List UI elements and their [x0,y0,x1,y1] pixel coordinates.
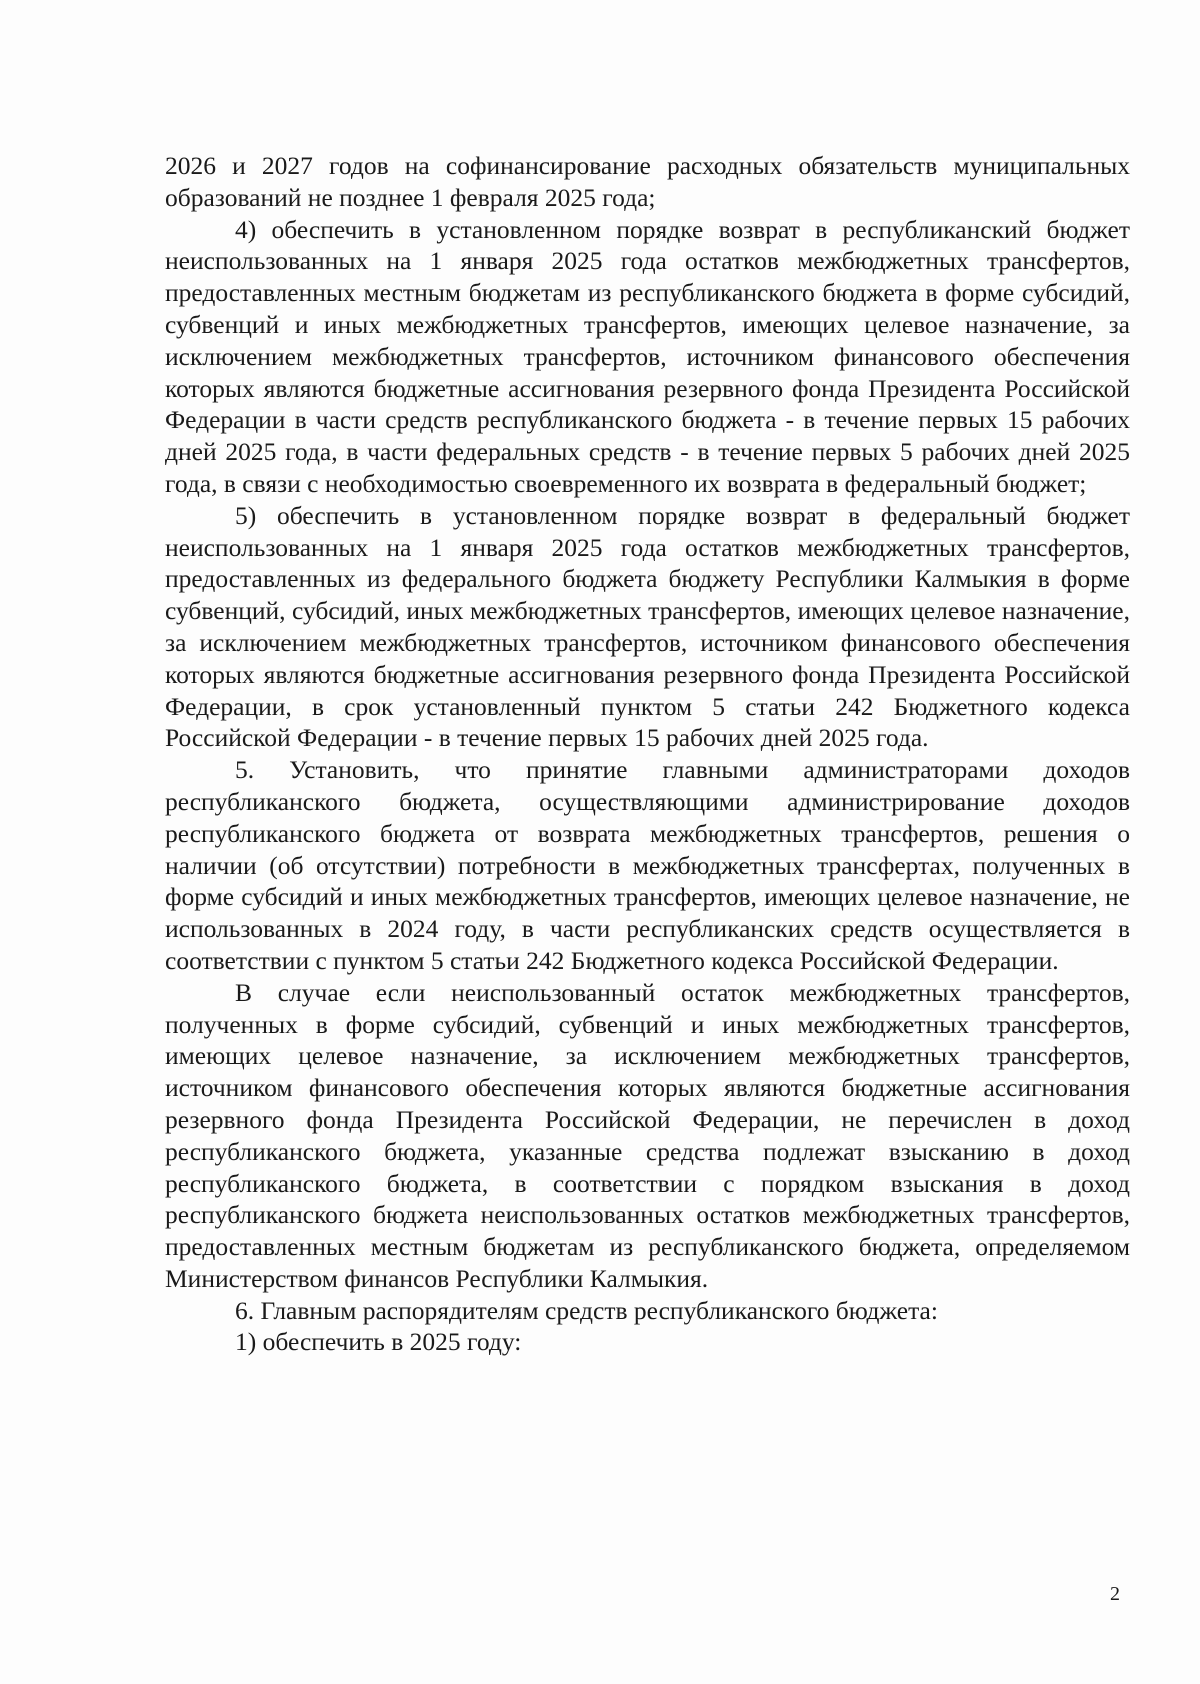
paragraph-item-1: 1) обеспечить в 2025 году: [235,1327,522,1357]
paragraph-item-4: 4) обеспечить в установленном порядке возврат в республиканский бюджет неиспользованных на 1 января 2025 года остатков межбюджетных трансфертов, предоставленных местным бюджетам из республиканского бюджета в форме субсидий, субвенций и иных межбюджетных трансфертов, имеющих целевое назначение, за исключением межбюджетных трансфертов, источником финансового обеспечения которых являются бюджетные ассигнования резервного фонда Президента Российской Федерации в части средств республиканского бюджета - в течение первых 15 рабочих дней 2025 года, в части федеральных средств - в течение первых 5 рабочих дней 2025 года, в связи с необходимостью своевременного их возврата в федеральный бюджет; [165,214,1130,498]
page-number: 2 [1110,1583,1120,1605]
document-body [165,150,1130,1358]
paragraph-section-6: 6. Главным распорядителям средств республиканского бюджета: [235,1295,938,1325]
paragraph-continuation: 2026 и 2027 годов на софинансирование расходных обязательств муниципальных образований не позднее 1 февраля 2025 года; [165,151,1130,212]
paragraph-item-5: 5) обеспечить в установленном порядке возврат в федеральный бюджет неиспользованных на 1 января 2025 года остатков межбюджетных трансфертов, предоставленных из федерального бюджета бюджету Республики Калмыкия в форме субвенций, субсидий, иных межбюджетных трансфертов, имеющих целевое назначение, за исключением межбюджетных трансфертов, источником финансового обеспечения которых являются бюджетные ассигнования резервного фонда Президента Российской Федерации, в срок установленный пунктом 5 статьи 242 Бюджетного кодекса Российской Федерации - в течение первых 15 рабочих дней 2025 года. [165,500,1130,753]
paragraph-section-5: 5. Установить, что принятие главными администраторами доходов республиканского бюджета, осуществляющими администрирование доходов республиканского бюджета от возврата межбюджетных трансфертов, решения о наличии (об отсутствии) потребности в межбюджетных трансфертах, полученных в форме субсидий и иных межбюджетных трансфертов, имеющих целевое назначение, не использованных в 2024 году, в части республиканских средств осуществляется в соответствии с пунктом 5 статьи 242 Бюджетного кодекса Российской Федерации. [165,755,1130,975]
paragraph-unused-balance: В случае если неиспользованный остаток межбюджетных трансфертов, полученных в форме субсидий, субвенций и иных межбюджетных трансфертов, имеющих целевое назначение, за исключением межбюджетных трансфертов, источником финансового обеспечения которых являются бюджетные ассигнования резервного фонда Президента Российской Федерации, не перечислен в доход республиканского бюджета, указанные средства подлежат взысканию в доход республиканского бюджета, в соответствии с порядком взыскания в доход республиканского бюджета неиспользованных остатков межбюджетных трансфертов, предоставленных местным бюджетам из республиканского бюджета, определяемом Министерством финансов Республики Калмыкия. [165,977,1130,1293]
